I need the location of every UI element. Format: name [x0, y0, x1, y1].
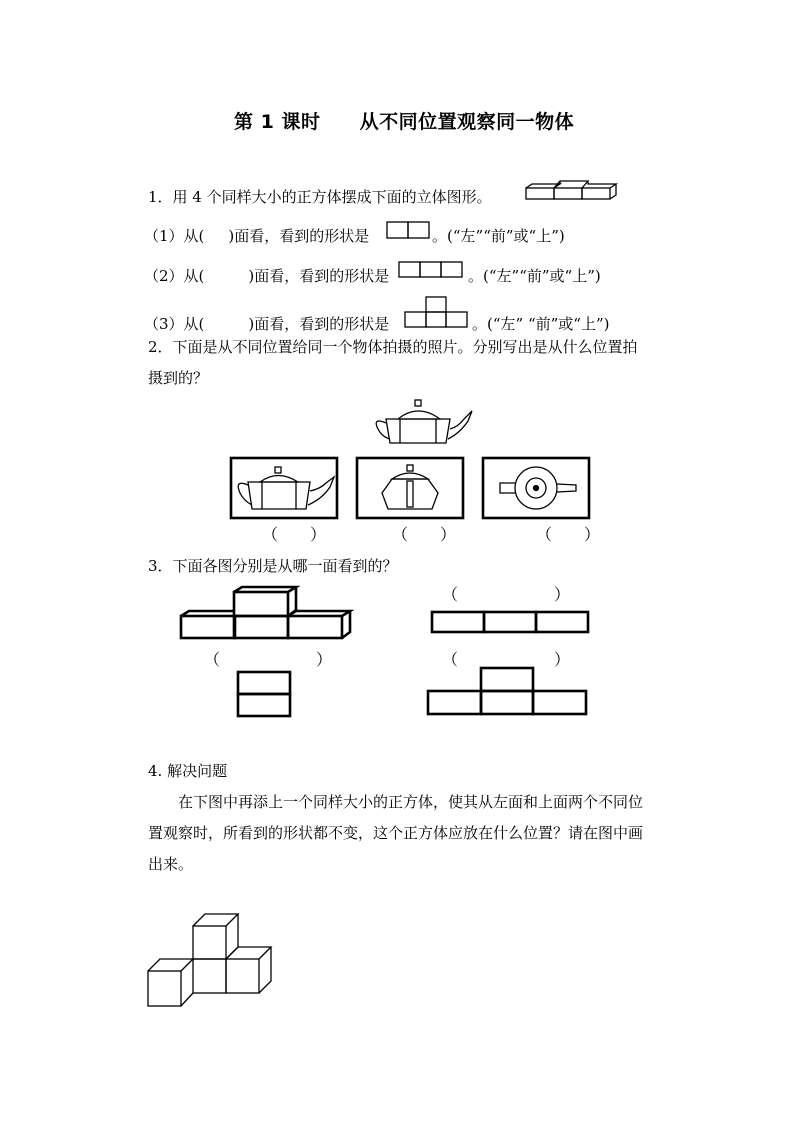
q1-item-3: （3）从( )面看，看到的形状是 [144, 315, 390, 333]
q2-line-2: 摄到的？ [148, 369, 209, 387]
q1-shape-two-squares [386, 220, 432, 240]
q4-cube-figure [146, 910, 274, 1010]
teapot-photo-side [356, 457, 464, 519]
q2-line-1: 2．下面是从不同位置给同一个物体拍摄的照片。分别写出是从什么位置拍 [148, 338, 638, 356]
q3-answer-left[interactable]: （ ） [204, 650, 333, 669]
q3-two-stacked-rects [236, 670, 292, 718]
q3-answer-right[interactable]: （ ） [442, 650, 571, 669]
q3-t-rects [426, 666, 588, 716]
lesson-topic: 从不同位置观察同一物体 [359, 111, 575, 133]
teapot-photo-front [230, 457, 338, 519]
q1-item-1-options: 。(“左”“前”或“上”) [432, 227, 565, 245]
q2-answer-1[interactable]: （ ） [262, 525, 327, 544]
teapot-photo-top [482, 457, 590, 519]
q1-item-1: （1）从( )面看，看到的形状是 [144, 227, 370, 245]
lesson-number: 第 1 课时 [234, 111, 321, 133]
q3-three-rects [430, 610, 590, 634]
q1-prompt: 1．用 4 个同样大小的正方体摆成下面的立体图形。 [148, 188, 492, 206]
q4-line-2: 置观察时，所看到的形状都不变，这个正方体应放在什么位置？请在图中画 [148, 824, 644, 842]
q4-line-1: 在下图中再添上一个同样大小的正方体，使其从左面和上面两个不同位 [178, 793, 644, 811]
q2-answer-2[interactable]: （ ） [392, 525, 457, 544]
q3-prompt: 3．下面各图分别是从哪一面看到的？ [148, 557, 398, 575]
q1-shape-three-squares [398, 260, 466, 280]
q1-shape-t-squares [404, 296, 470, 330]
q3-block-figure [180, 586, 356, 640]
q1-item-3-options: 。(“左” “前”或“上”) [472, 315, 610, 333]
page-title [234, 107, 574, 134]
q4-heading: 4. 解决问题 [148, 762, 228, 780]
q4-line-3: 出来。 [148, 855, 194, 873]
teapot-reference-image [372, 399, 474, 449]
q1-cube-figure [524, 181, 620, 201]
q2-answer-3[interactable]: （ ） [536, 525, 601, 544]
q1-item-2: （2）从( )面看，看到的形状是 [144, 267, 390, 285]
q1-item-2-options: 。(“左”“前”或“上”) [468, 267, 601, 285]
q3-answer-top[interactable]: （ ） [442, 585, 571, 604]
